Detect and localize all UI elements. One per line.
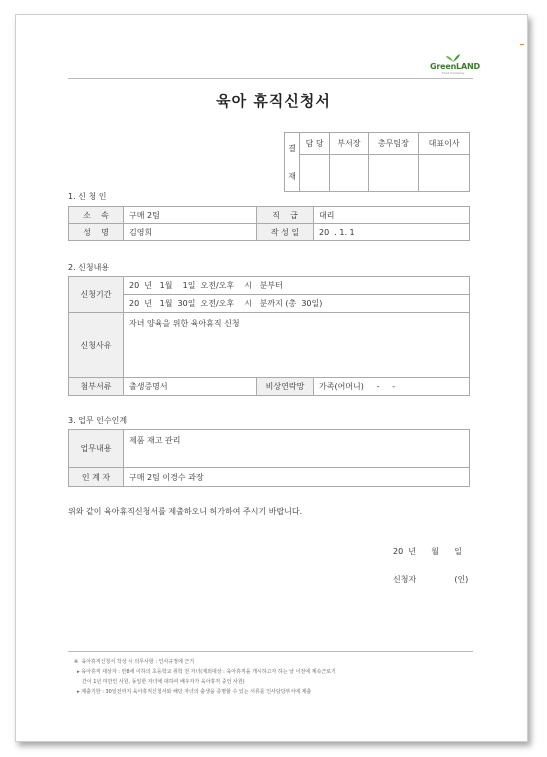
company-logo bbox=[430, 54, 478, 76]
approval-header: 부서장 bbox=[330, 133, 368, 155]
notes-block bbox=[74, 657, 336, 697]
approval-header: 총무팀장 bbox=[368, 133, 419, 155]
field-label: 직 급 bbox=[257, 207, 314, 224]
reason-value: 자녀 양육을 위한 육아휴직 신청 bbox=[124, 313, 470, 378]
department-value: 구매 2팀 bbox=[124, 207, 257, 224]
applicant-table bbox=[68, 206, 470, 241]
signature-box[interactable] bbox=[368, 155, 419, 192]
approval-header: 대표이사 bbox=[419, 133, 470, 155]
approval-header: 담 당 bbox=[300, 133, 330, 155]
field-label: 신청사유 bbox=[69, 313, 124, 378]
request-table bbox=[68, 276, 470, 396]
handover-table bbox=[68, 429, 470, 487]
emergency-contact-value: 가족(어머니) - - bbox=[314, 378, 470, 396]
signature-date: 20 년 월 일 bbox=[393, 547, 462, 556]
field-label: 첨부서류 bbox=[69, 378, 124, 396]
signature-box[interactable] bbox=[419, 155, 470, 192]
field-label: 작 성 일 bbox=[257, 224, 314, 241]
attachment-value: 출생증명서 bbox=[124, 378, 257, 396]
applicant-signature: 신청자 (인) bbox=[393, 575, 469, 584]
period-to-value: 20 년 1월 30일 오전/오후 시 분까지 (총 30일) bbox=[124, 295, 470, 313]
field-label: 업무내용 bbox=[69, 430, 124, 468]
notes-rule bbox=[68, 651, 473, 652]
note-line: ▸ 육아휴직 대상자 : 만8세 이하의 초등학교 취학 전 자녀(제외대상 : 육아휴직을 개시하고자 하는 날 이전에 계속근로기 bbox=[74, 669, 336, 675]
section-heading: 3. 업무 인수인계 bbox=[68, 416, 128, 425]
section-heading: 1. 신 청 인 bbox=[68, 192, 107, 201]
header-rule bbox=[68, 78, 473, 79]
field-label: 인 계 자 bbox=[69, 468, 124, 487]
request-sentence: 위와 같이 육아휴직신청서를 제출하오니 허가하여 주시기 바랍니다. bbox=[68, 507, 303, 516]
field-label: 신청기간 bbox=[69, 277, 124, 313]
note-line: ※ 육아휴직신청서 작성 시 의무사항 : 인사규정에 근거 bbox=[74, 659, 195, 665]
period-from-value: 20 년 1월 1일 오전/오후 시 분부터 bbox=[124, 277, 470, 295]
note-line: 간이 1년 미만인 사원, 동일한 자녀에 대하여 배우자가 육아휴직 중인 사원) bbox=[74, 679, 245, 685]
field-label: 성 명 bbox=[69, 224, 124, 241]
written-date-value: 20 . 1. 1 bbox=[314, 224, 470, 241]
work-value: 제품 재고 관리 bbox=[124, 430, 470, 468]
note-line: ▸ 제출기한 : 30일전까지 육아휴직신청서와 해당 자녀의 출생을 증명할 수 있는 서류를 인사담당부서에 제출 bbox=[74, 689, 312, 695]
logo-tagline: Food Company bbox=[442, 71, 465, 75]
field-label: 비상연락망 bbox=[257, 378, 314, 396]
corner-mark bbox=[520, 44, 524, 45]
approval-table bbox=[284, 132, 470, 192]
signature-box[interactable] bbox=[330, 155, 368, 192]
approval-side-label: 결 재 bbox=[285, 133, 300, 192]
rank-value: 대리 bbox=[314, 207, 470, 224]
handover-person-value: 구매 2팀 이경수 과장 bbox=[124, 468, 470, 487]
section-heading: 2. 신청내용 bbox=[68, 263, 110, 272]
field-label: 소 속 bbox=[69, 207, 124, 224]
signature-box[interactable] bbox=[300, 155, 330, 192]
logo-brand: GreenLAND bbox=[430, 62, 480, 71]
document-title: 육아 휴직신청서 bbox=[216, 92, 331, 110]
name-value: 김영희 bbox=[124, 224, 257, 241]
leaf-icon bbox=[446, 54, 460, 62]
